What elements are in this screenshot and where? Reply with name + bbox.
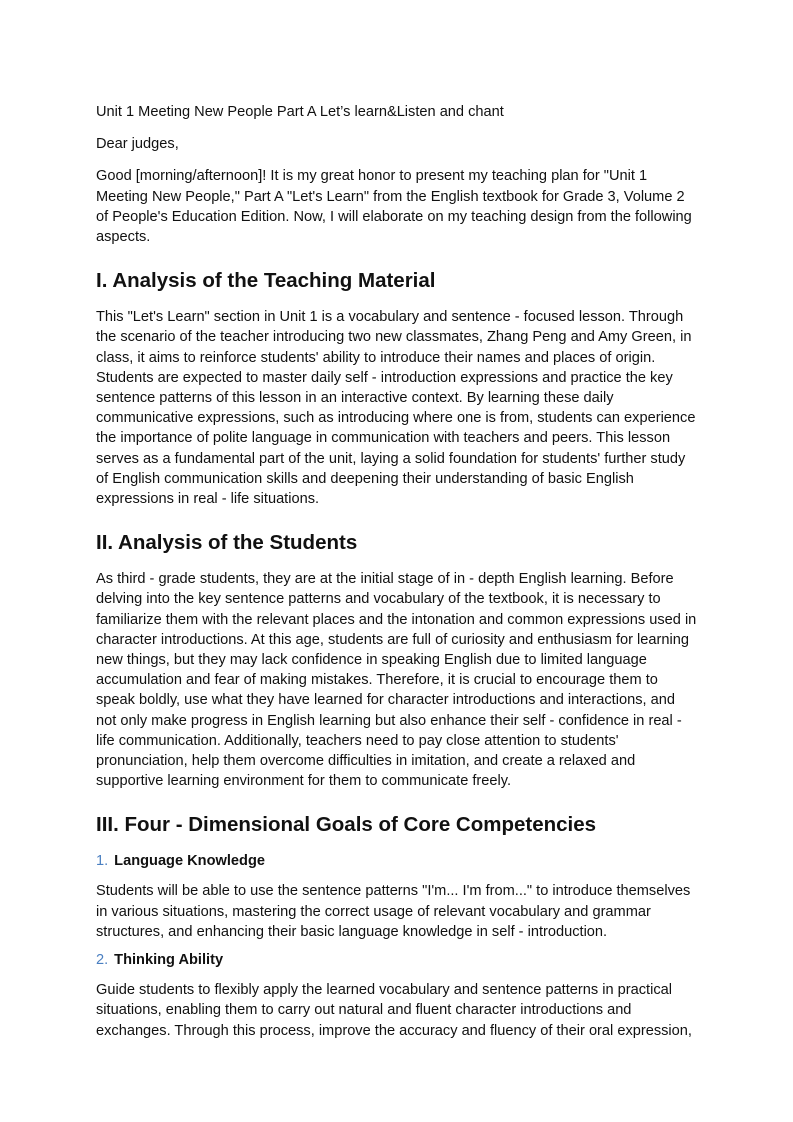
section-body-teaching-material: This "Let's Learn" section in Unit 1 is a vocabulary and sentence - focused lesson. Through the scenario of the teacher introducing two new classmates, Zhang Peng and Amy Green, in class, it aims to reinforce students' ability to introduce their names and places of origin. Students are expected to master daily self - introduction expressions and practice the key sentence patterns of this lesson in an interactive context. By learning these daily communicative expressions, such as introducing where one is from, students can experience the importance of polite language in communication with teachers and peers. This lesson serves as a fundamental part of the unit, laying a solid foundation for students' further study of English communication skills and deepening their understanding of basic English expressions in real - life situations.	[96, 309, 696, 508]
section-body-students: As third - grade students, they are at the initial stage of in - depth English learning. Before delving into the key sentence patterns and vocabulary of the textbook, it is necessary to familiarize them with the relevant places and the intonation and common expressions used in character introductions. At this age, students are full of curiosity and enthusiasm for learning new things, but they may lack confidence in speaking English due to limited language accumulation and fear of making mistakes. Therefore, it is crucial to encourage them to speak boldly, use what they have learned for character introductions and interactions, and not only make progress in English learning but also enhance their self - confidence in real - life communication. Additionally, teachers need to pay close attention to students' pronunciation, help them overcome difficulties in imitation, and create a relaxed and supportive learning environment for them to communicate freely.	[96, 571, 697, 790]
goal-title: Thinking Ability	[114, 952, 224, 969]
goal-title: Language Knowledge	[114, 853, 265, 870]
document-page	[96, 102, 698, 1049]
section-heading-core-competencies: III. Four - Dimensional Goals of Core Competencies	[96, 813, 597, 837]
goal-body-language-knowledge: Students will be able to use the sentence patterns "I'm... I'm from..." to introduce themselves in various situations, mastering the correct usage of relevant vocabulary and grammar structures, and enhancing their basic language knowledge in self - introduction.	[96, 883, 691, 940]
section-heading-teaching-material: I. Analysis of the Teaching Material	[96, 269, 436, 293]
goal-heading-language-knowledge	[96, 851, 698, 871]
intro-paragraph: Good [morning/afternoon]! It is my great honor to present my teaching plan for "Unit 1 Meeting New People," Part A "Let's Learn" from the English textbook for Grade 3, Volume 2 of People's Education Edition. Now, I will elaborate on my teaching design from the following aspects.	[96, 168, 692, 246]
goal-heading-thinking-ability	[96, 950, 698, 970]
section-heading-students: II. Analysis of the Students	[96, 531, 358, 555]
goal-number: 1.	[96, 853, 109, 870]
goal-number: 2.	[96, 952, 109, 969]
document-title-line: Unit 1 Meeting New People Part A Let’s learn&Listen and chant	[96, 104, 504, 120]
greeting: Dear judges,	[96, 136, 179, 153]
goal-body-thinking-ability: Guide students to flexibly apply the learned vocabulary and sentence patterns in practical situations, enabling them to carry out natural and fluent character introductions and exchanges. Through this process, improve the accuracy and fluency of their oral expression,	[96, 982, 692, 1039]
